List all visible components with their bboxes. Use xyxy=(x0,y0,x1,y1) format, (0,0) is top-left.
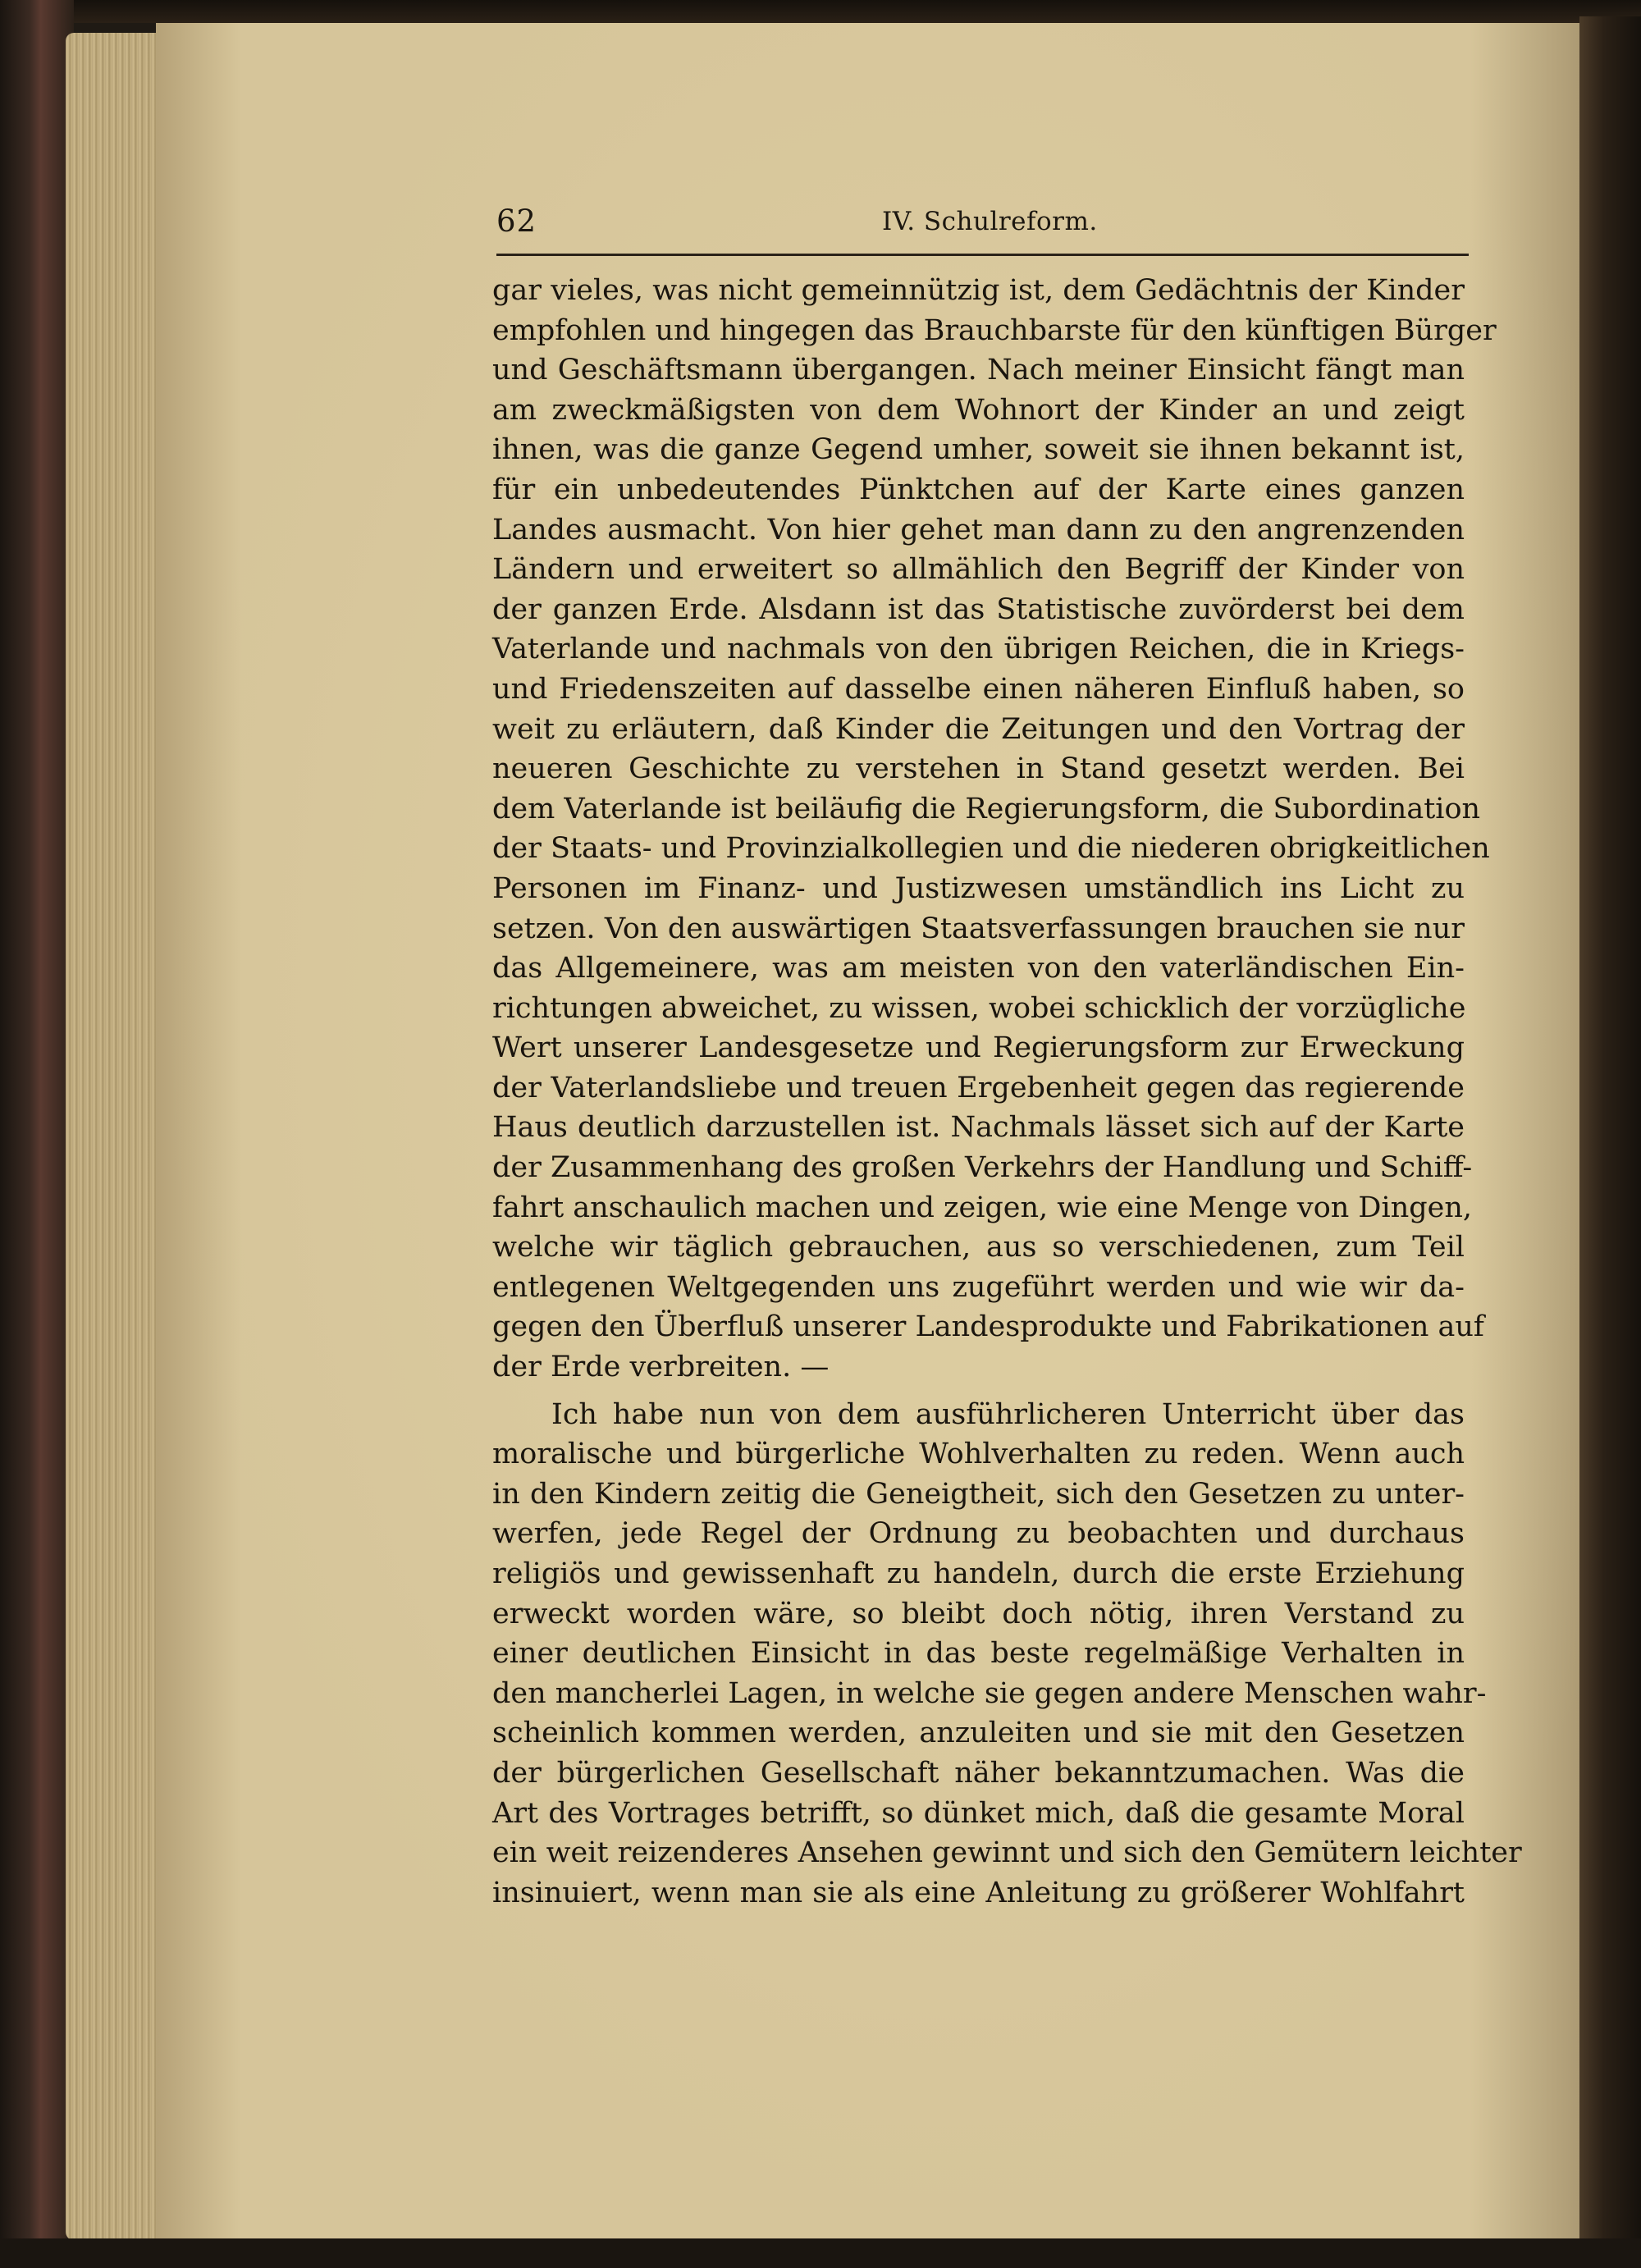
text-line: empfohlen und hingegen das Brauchbarste für den künftigen Bürger xyxy=(492,313,1497,347)
text-line: Ländern und erweitert so allmählich den Begriff der Kinder von xyxy=(492,553,1465,587)
text-line: neueren Geschichte zu verstehen in Stand gesetzt werden. Bei xyxy=(492,752,1465,786)
text-line: Ich habe nun von dem ausführlicheren Unterricht über das xyxy=(551,1397,1465,1431)
text-line: der Erde verbreiten. — xyxy=(492,1351,830,1384)
text-line: und Friedenszeiten auf dasselbe einen näheren Einfluß haben, so xyxy=(492,672,1465,706)
paragraph-gap xyxy=(492,1388,1465,1395)
text-line: in den Kindern zeitig die Geneigtheit, sich den Gesetzen zu unter- xyxy=(492,1477,1465,1511)
text-line: welche wir täglich gebrauchen, aus so verschiedenen, zum Teil xyxy=(492,1231,1465,1264)
text-line: Haus deutlich darzustellen ist. Nachmals lässet sich auf der Karte xyxy=(492,1111,1465,1145)
text-line: Vaterlande und nachmals von den übrigen Reichen, die in Kriegs- xyxy=(492,633,1465,666)
header-rule xyxy=(496,254,1469,256)
text-line: Art des Vortrages betrifft, so dünket mich, daß die gesamte Moral xyxy=(492,1796,1465,1830)
text-line: für ein unbedeutendes Pünktchen auf der Karte eines ganzen xyxy=(492,473,1465,506)
scan-bottom-edge xyxy=(0,2238,1641,2268)
text-line: erweckt worden wäre, so bleibt doch nötig, ihren Verstand zu xyxy=(492,1597,1465,1630)
text-line: der Vaterlandsliebe und treuen Ergebenheit gegen das regierende xyxy=(492,1071,1465,1104)
text-line: fahrt anschaulich machen und zeigen, wie eine Menge von Dingen, xyxy=(492,1191,1473,1224)
running-title: IV. Schulreform. xyxy=(882,207,1098,236)
text-line: religiös und gewissenhaft zu handeln, durch die erste Erziehung xyxy=(492,1557,1465,1590)
page-header xyxy=(496,203,1469,249)
text-line: den mancherlei Lagen, in welche sie gegen andere Menschen wahr- xyxy=(492,1676,1487,1710)
text-line: weit zu erläutern, daß Kinder die Zeitungen und den Vortrag der xyxy=(492,712,1465,746)
text-line: und Geschäftsmann übergangen. Nach meiner Einsicht fängt man xyxy=(492,354,1465,387)
text-line: insinuiert, wenn man sie als eine Anleitung zu größerer Wohlfahrt xyxy=(492,1876,1465,1909)
text-line: der Zusammenhang des großen Verkehrs der Handlung und Schiff- xyxy=(492,1151,1473,1185)
text-line: Personen im Finanz- und Justizwesen umständlich ins Licht zu xyxy=(492,871,1465,905)
text-line: dem Vaterlande ist beiläufig die Regierungsform, die Subordination xyxy=(492,792,1481,825)
text-line: der ganzen Erde. Alsdann ist das Statistische zuvörderst bei dem xyxy=(492,592,1465,626)
text-line: scheinlich kommen werden, anzuleiten und sie mit den Gesetzen xyxy=(492,1717,1465,1750)
text-line: gar vieles, was nicht gemeinnützig ist, dem Gedächtnis der Kinder xyxy=(492,274,1465,307)
text-line: moralische und bürgerliche Wohlverhalten zu reden. Wenn auch xyxy=(492,1438,1465,1471)
text-line: der Staats- und Provinzialkollegien und die niederen obrigkeitlichen xyxy=(492,832,1490,866)
text-line: am zweckmäßigsten von dem Wohnort der Kinder an und zeigt xyxy=(492,393,1465,427)
text-line: das Allgemeinere, was am meisten von den vaterländischen Ein- xyxy=(492,952,1465,985)
text-line: entlegenen Weltgegenden uns zugeführt werden und wie wir da- xyxy=(492,1270,1465,1304)
text-line: gegen den Überfluß unserer Landesprodukte und Fabrikationen auf xyxy=(492,1310,1484,1344)
body-text xyxy=(492,271,1522,1913)
text-line: einer deutlichen Einsicht in das beste regelmäßige Verhalten in xyxy=(492,1637,1465,1671)
text-line: Landes ausmacht. Von hier gehet man dann zu den angrenzenden xyxy=(492,513,1465,546)
scan-right-edge xyxy=(1579,16,1641,2268)
scan-top-edge xyxy=(0,0,1641,23)
text-line: Wert unserer Landesgesetze und Regierungsform zur Erweckung xyxy=(492,1031,1465,1065)
text-line: werfen, jede Regel der Ordnung zu beobachten und durchaus xyxy=(492,1517,1465,1551)
text-line: ihnen, was die ganze Gegend umher, soweit sie ihnen bekannt ist, xyxy=(492,433,1465,467)
text-line: der bürgerlichen Gesellschaft näher bekanntzumachen. Was die xyxy=(492,1756,1465,1790)
text-line: setzen. Von den auswärtigen Staatsverfassungen brauchen sie nur xyxy=(492,912,1465,945)
page-number: 62 xyxy=(496,203,537,239)
text-line: ein weit reizenderes Ansehen gewinnt und sich den Gemütern leichter xyxy=(492,1836,1522,1870)
text-line: richtungen abweichet, zu wissen, wobei schicklich der vorzügliche xyxy=(492,991,1466,1025)
book-cover-edge xyxy=(0,0,74,2268)
